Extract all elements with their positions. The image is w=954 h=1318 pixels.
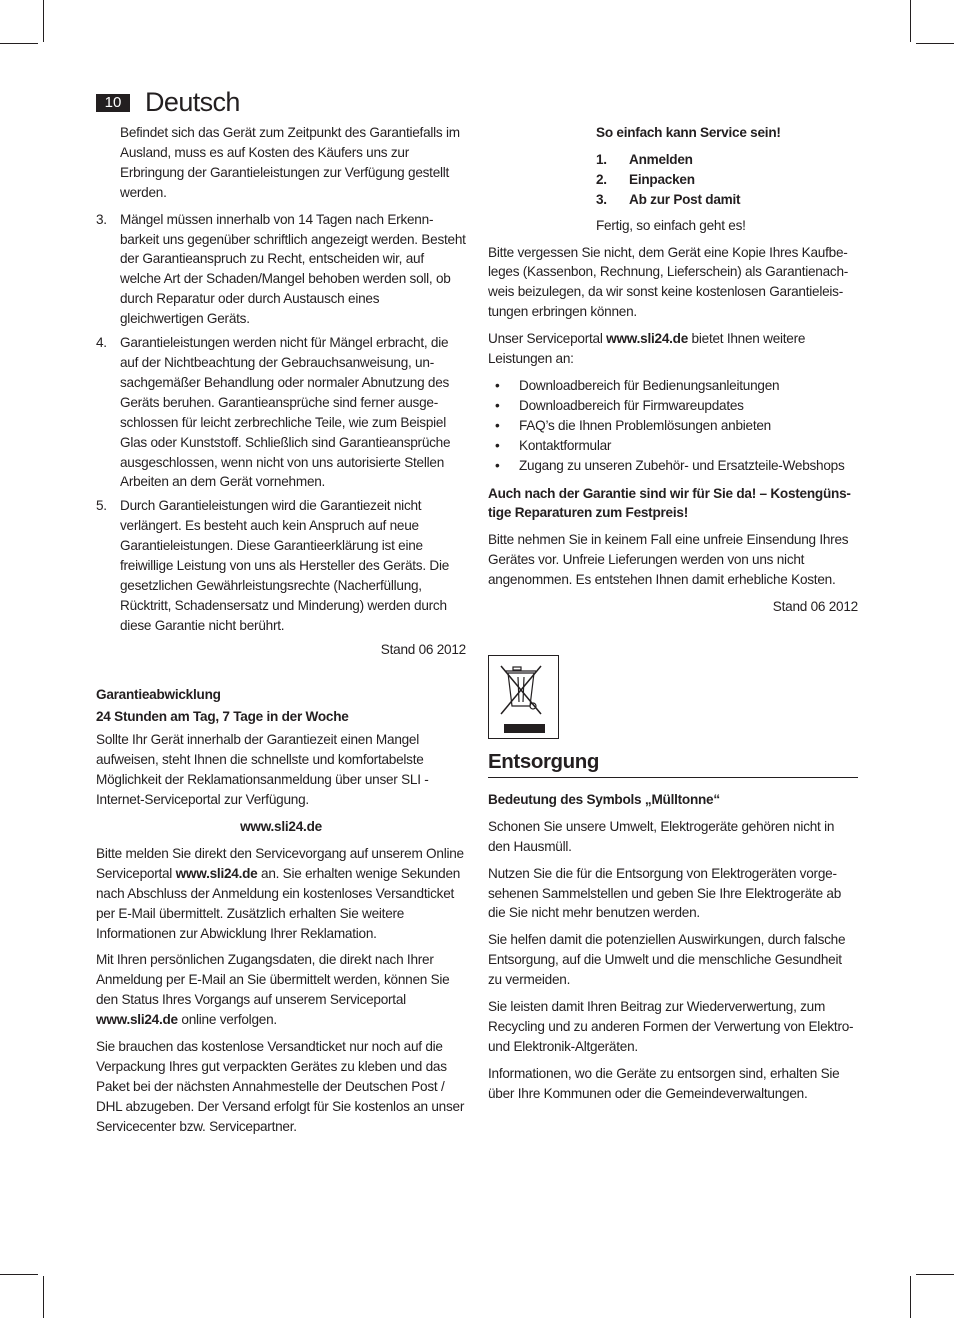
- entsorgung-paragraph: Nutzen Sie die für die Entsorgung von Elektrogeräten vorgesehenen Sammelstellen und geben Sie Ihre Elektrogeräte ab die Sie nicht mehr benutzen werden.: [488, 865, 842, 921]
- entsorgung-paragraph: Sie leisten damit Ihren Beitrag zur Wiederverwertung, zum Recycling und zu anderen Formen der Verwertung von Elektro- und Elektronik-Altgeräten.: [488, 999, 854, 1054]
- repair-heading: Auch nach der Garantie sind wir für Sie da! – Kostengünstige Reparaturen zum Festpreis!: [488, 485, 851, 521]
- entsorgung-title: Entsorgung: [488, 749, 858, 778]
- step-item: 2. Einpacken: [596, 171, 695, 187]
- intro-paragraph: Befindet sich das Gerät zum Zeitpunkt des Garantiefalls im Ausland, muss es auf Kosten des Käufers uns zur Erbringung der Garantieleistungen zur Verfügung gestellt werden.: [120, 125, 460, 200]
- waste-bin-icon: [488, 655, 559, 739]
- item-number: 4.: [96, 335, 107, 351]
- crop-mark: [0, 43, 38, 44]
- portal-link[interactable]: www.sli24.de: [175, 865, 258, 881]
- list-item: • Kontaktformular: [495, 437, 612, 453]
- crop-mark: [916, 1274, 954, 1275]
- numbered-item: [96, 210, 466, 329]
- status-paragraph: Mit Ihren persönlichen Zugangsdaten, die direkt nach Ihrer Anmeldung per E-Mail an Sie übermittelt werden, können Sie den Status Ihres Vorgangs auf unserem Serviceportal www.sli24.de online verfolgen.: [96, 952, 450, 1028]
- entsorgung-paragraph: Sie helfen damit die potenziellen Auswirkungen, durch falsche Entsorgung, auf die Umwelt und die menschliche Gesundheit zu vermeiden.: [488, 932, 846, 988]
- services-list: [488, 376, 858, 476]
- entsorgung-paragraph: Schonen Sie unsere Umwelt, Elektrogeräte gehören nicht in den Hausmüll.: [488, 818, 835, 854]
- page-number: 10: [96, 94, 130, 112]
- list-item: • Zugang zu unseren Zubehör- und Ersatzteile-Webshops: [495, 457, 845, 473]
- service-heading: So einfach kann Service sein!: [596, 125, 781, 140]
- steps-list: [596, 150, 858, 210]
- garantie-heading: Garantieabwicklung: [96, 686, 221, 702]
- list-item: • Downloadbereich für Bedienungsanleitungen: [495, 377, 780, 393]
- item-number: 5.: [96, 498, 107, 514]
- item-text: Durch Garantieleistungen wird die Garantiezeit nicht verlängert. Es besteht auch kein Anspruch auf neue Garantieleistungen. Diese Garantieerklärung ist eine freiwillige Leistung von uns als Hersteller des Geräts. Die gesetzlichen Gewährleistungsrechte (Nacherfüllung, Rücktritt, Schadensersatz und Minderung) werden durch diese Garantie nicht berührt.: [120, 498, 450, 633]
- symbol-heading: Bedeutung des Symbols „Mülltonne“: [488, 791, 720, 807]
- crop-mark: [0, 1274, 38, 1275]
- portal-link[interactable]: www.sli24.de: [606, 331, 689, 347]
- numbered-item: [96, 333, 466, 492]
- step-item: 3. Ab zur Post damit: [596, 191, 741, 207]
- crop-mark: [916, 43, 954, 44]
- item-number: 3.: [96, 211, 107, 227]
- garantie-subheading: 24 Stunden am Tag, 7 Tage in der Woche: [96, 709, 349, 725]
- shipping-paragraph: Sie brauchen das kostenlose Versandticket nur noch auf die Verpackung Ihres gut verpackten Gerätes zu kleben und das Paket bei der nächsten Annahmestelle der Deutschen Post / DHL abzugeben. Der Versand erfolgt für Sie kostenlos an unser Servicecenter bzw. Servicepartner.: [96, 1039, 465, 1134]
- register-paragraph: Bitte melden Sie direkt den Servicevorgang auf unserem Online Serviceportal www.sli24.de an. Sie erhalten wenige Sekunden nach Abschluss der Anmeldung ein kostenloses Versandticket per E-Mail übermittelt. Zusätzlich erhalten Sie weitere Informationen zur Abwicklung Ihrer Reklamation.: [96, 845, 464, 941]
- list-item: • Downloadbereich für Firmwareupdates: [495, 397, 744, 413]
- entsorgung-paragraph: Informationen, wo die Geräte zu entsorgen sind, erhalten Sie über Ihre Kommunen oder die Gemeindeverwaltungen.: [488, 1065, 840, 1101]
- receipt-paragraph: Bitte vergessen Sie nicht, dem Gerät eine Kopie Ihres Kaufbeleges (Kassenbon, Rechnung, Lieferschein) als Garantienachweis beizulegen, da wir sonst keine kostenlosen Garantieleistungen erbringen können.: [488, 244, 849, 320]
- page-title: Deutsch: [145, 87, 240, 117]
- step-item: 1. Anmelden: [596, 151, 693, 167]
- crop-mark: [910, 1276, 911, 1318]
- item-text: Mängel müssen innerhalb von 14 Tagen nach Erkennbarkeit uns gegenüber schriftlich angezeigt werden. Besteht der Garantieanspruch zu Recht, entscheiden wir, auf welche Art der Schaden/Mangel behoben werden soll, ob durch Reparatur oder durch Austausch eines gleichwertigen Geräts.: [120, 211, 466, 327]
- service-url[interactable]: www.sli24.de: [240, 819, 322, 834]
- crop-mark: [910, 0, 911, 42]
- stand-date: Stand 06 2012: [380, 641, 466, 657]
- garantie-paragraph: Sollte Ihr Gerät innerhalb der Garantiezeit einen Mangel aufweisen, steht Ihnen die schnellste und komfortabelste Möglichkeit der Reklamationsanmeldung über unser SLI - Internet-Serviceportal zur Verfügung.: [96, 732, 429, 808]
- right-column: [488, 123, 858, 1111]
- stand-date: Stand 06 2012: [772, 599, 858, 615]
- list-item: • FAQ’s die Ihnen Problemlösungen anbieten: [495, 417, 771, 433]
- portal-link[interactable]: www.sli24.de: [96, 1012, 178, 1028]
- unfree-paragraph: Bitte nehmen Sie in keinem Fall eine unfreie Einsendung Ihres Gerätes vor. Unfreie Lieferungen werden von uns nicht angenommen. Es entstehen Ihnen damit erhebliche Kosten.: [488, 532, 849, 588]
- crop-mark: [43, 1276, 44, 1318]
- left-column: [96, 123, 466, 1144]
- fertig-text: Fertig, so einfach geht es!: [596, 217, 746, 233]
- numbered-item: [96, 496, 466, 635]
- portal-paragraph: Unser Serviceportal www.sli24.de bietet Ihnen weitere Leistungen an:: [488, 331, 806, 367]
- item-text: Garantieleistungen werden nicht für Mängel erbracht, die auf der Nichtbeachtung der Gebrauchsanweisung, unsachgemäßer Behandlung oder normaler Abnutzung des Geräts beruhen. Garantieansprüche sind ferner ausgeschlossen für leicht zerbrechliche Teile, wie zum Beispiel Glas oder Kunststoff. Schließlich sind Garantieansprüche ausgeschlossen, wenn nicht von uns autorisierte Stellen Arbeiten an dem Gerät vornehmen.: [120, 335, 451, 490]
- crop-mark: [43, 0, 44, 42]
